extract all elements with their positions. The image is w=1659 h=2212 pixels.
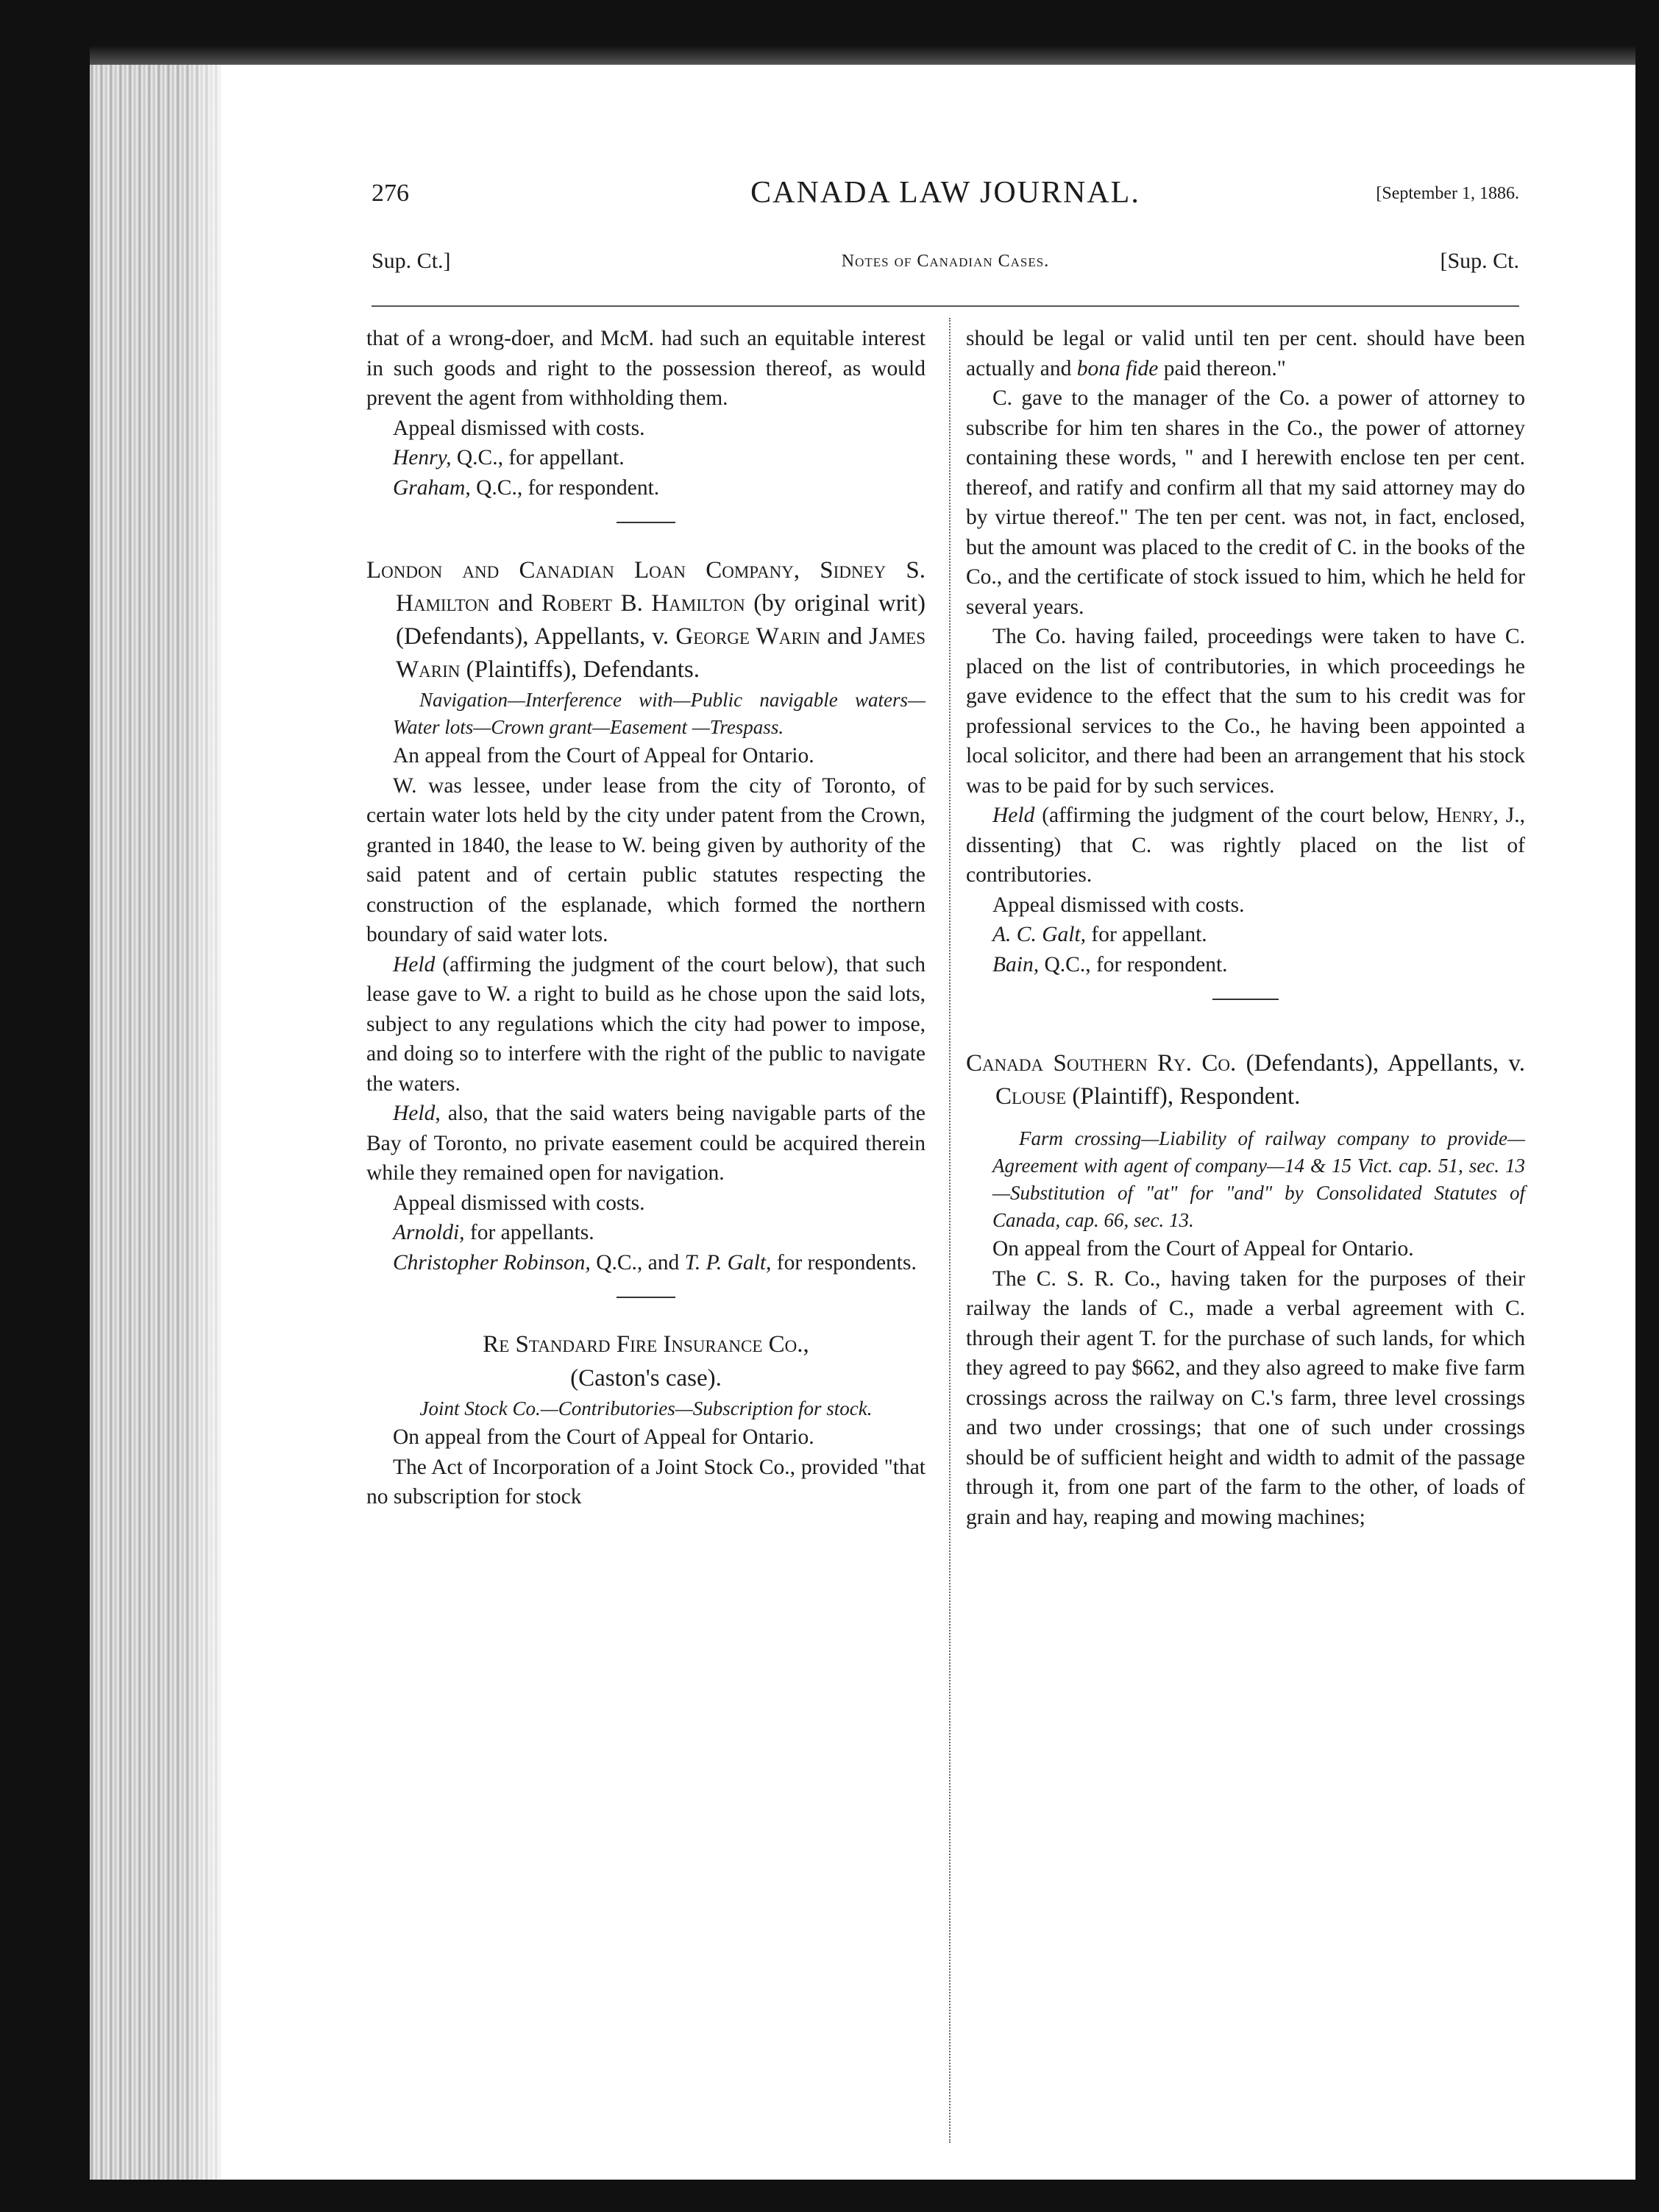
disposition: Appeal dismissed with costs. [992, 893, 1245, 917]
holding-text: , J., dissenting) that C. was rightly placed on the list of contributories. [966, 804, 1526, 887]
counsel-line [966, 950, 1525, 980]
section-header [372, 249, 1519, 281]
continued-paragraph: that of a wrong-doer, and McM. had such an equitable interest in such goods and right to the possession thereof, as would prevent the agent from withholding them. [366, 327, 926, 410]
case-separator [366, 1277, 926, 1317]
title-text: (Plaintiffs), Defendants. [460, 656, 700, 683]
paragraph-text: paid thereon." [1158, 356, 1286, 380]
counsel-role: for respondents. [771, 1250, 917, 1275]
counsel-role: Q.C., for respondent. [476, 475, 660, 500]
court-label-left: Sup. Ct.] [372, 249, 451, 273]
counsel-line [366, 1248, 926, 1278]
counsel-line [366, 1218, 926, 1248]
continued-paragraph [966, 324, 1525, 383]
counsel-name: T. P. Galt, [684, 1250, 772, 1275]
column-divider [949, 318, 951, 2143]
paragraph: C. gave to the manager of the Co. a power of attorney to subscribe for him ten shares in the Co., the power of attorney containing these words, " and I herewith enclose ten per cent. thereof, and ratify and confirm all that my said attorney may do by virtue thereof." The ten per cent. was not, in fact, enclosed, but the amount was placed to the credit of C. in the books of the Co., and the certificate of stock issued to him, which he held for several years. [966, 386, 1525, 619]
disposition: Appeal dismissed with costs. [393, 416, 645, 440]
title-text: (Plaintiff), Respondent. [1066, 1083, 1301, 1110]
party-name: London and Canadian Loan Company, [366, 557, 800, 584]
left-column [366, 324, 926, 1512]
scan-border-top [90, 0, 1659, 65]
held-label: Held [992, 804, 1035, 827]
counsel-role: for appellant. [1086, 923, 1207, 946]
headnote: Farm crossing—Liability of railway company to provide—Agreement with agent of company—14 & 15 Vict. cap. 51, sec. 13—Substitution of "at" for "and" by Consolidated Statutes of Canada, cap. 66, sec. 13. [992, 1127, 1525, 1231]
title-text: (Defendants), Appellants, v. [1236, 1050, 1525, 1077]
judge-name: Henry [1436, 804, 1493, 827]
title-text: and [820, 623, 870, 650]
counsel-line [966, 920, 1525, 950]
paragraph: The C. S. R. Co., having taken for the purposes of their railway the lands of C., made a verbal agreement with C. through their agent T. for the purchase of such lands, for which they agreed to pay $662, and they also agreed to make five farm crossings across the railway on C.'s farm, three level crossings and two under crossings; that one of such under crossings should be of sufficient height and width to admit of the passage through it, from one part of the farm to the other, of loads of grain and hay, reaping and mowing machines; [966, 1266, 1525, 1529]
party-name: Sidney S. Hamilton [396, 557, 926, 617]
running-header [372, 175, 1519, 219]
paragraph: The Co. having failed, proceedings were taken to have C. placed on the list of contributories, in which proceedings he gave evidence to the effect that the sum to his credit was for professional services to the Co., he having been appointed a local solicitor, and there had been an arrangement that his stock was to be paid for by such services. [966, 625, 1525, 798]
counsel-line [366, 443, 926, 473]
header-rule [372, 305, 1519, 307]
counsel-role: for appellants. [464, 1221, 594, 1244]
paragraph: The Act of Incorporation of a Joint Stock Co., provided "that no subscription for stock [366, 1455, 926, 1509]
scan-border-bottom [90, 2180, 1659, 2212]
holding-text: , also, that the said waters being navigable parts of the Bay of Toronto, no private easement could be acquired therein while they remained open for navigation. [366, 1102, 926, 1185]
latin-phrase: bona fide [1076, 356, 1159, 380]
party-name: James Warin [396, 623, 926, 683]
case-title [366, 554, 926, 687]
party-name: Canada Southern Ry. Co. [966, 1050, 1237, 1077]
held-label: Held [393, 1102, 436, 1125]
holding [966, 801, 1525, 890]
headnote: Navigation—Interference with—Public navigable waters—Water lots—Crown grant—Easement —Trespass. [393, 689, 926, 738]
paragraph: An appeal from the Court of Appeal for Ontario. [393, 744, 814, 768]
scan-border-left [0, 0, 90, 2212]
court-label-right: [Sup. Ct. [1440, 249, 1519, 273]
title-text: and [489, 590, 542, 617]
counsel-name: A. C. Galt, [992, 923, 1087, 946]
party-name: Re Standard Fire Insurance Co., [483, 1331, 809, 1358]
paragraph-text: should be legal or valid until ten per cent. should have been actually and [966, 327, 1525, 380]
holding-text: (affirming the judgment of the court below), that such lease gave to W. a right to build as he chose upon the said lots, subject to any regulations which the city had power to impose, and doing so to interfere with the right of the public to navigate the waters. [366, 952, 926, 1096]
counsel-name: Arnoldi, [393, 1221, 465, 1244]
scan-border-right [1635, 0, 1659, 2212]
disposition: Appeal dismissed with costs. [393, 1191, 645, 1215]
counsel-role: Q.C., for respondent. [1039, 952, 1228, 976]
holding [366, 1099, 926, 1188]
party-name: George Warin [675, 623, 820, 650]
page-number: 276 [372, 180, 409, 207]
counsel-line [366, 473, 926, 503]
case-subtitle: (Caston's case). [570, 1365, 722, 1392]
paragraph: On appeal from the Court of Appeal for Ontario. [992, 1237, 1414, 1261]
case-separator [966, 979, 1525, 1031]
holding [366, 950, 926, 1099]
paragraph: On appeal from the Court of Appeal for Ontario. [393, 1425, 814, 1449]
party-name: Clouse [995, 1083, 1067, 1110]
case-title [366, 1327, 926, 1361]
journal-title: CANADA LAW JOURNAL. [750, 176, 1140, 210]
case-title [966, 1047, 1525, 1113]
paragraph: W. was lessee, under lease from the city of Toronto, of certain water lots held by the city under patent from the Crown, granted in 1840, the lease to W. being given by authority of the said patent and of certain public statutes respecting the construction of the esplanade, which formed the northern boundary of said water lots. [366, 773, 926, 946]
party-name: Robert B. Hamilton [541, 590, 745, 617]
counsel-name: Bain, [992, 952, 1040, 976]
counsel-name: Christopher Robinson, [393, 1250, 591, 1275]
issue-date: [September 1, 1886. [1376, 184, 1519, 203]
holding-text: (affirming the judgment of the court below, [1034, 804, 1437, 827]
gutter-fade [184, 65, 235, 2180]
counsel-name: Henry, [393, 446, 452, 469]
counsel-role: Q.C., for appellant. [456, 446, 625, 469]
right-column [966, 324, 1525, 1532]
title-text: (by original writ) (Defendants), Appellants, v. [396, 590, 926, 650]
counsel-role: Q.C., and [590, 1250, 685, 1275]
held-label: Held [393, 952, 436, 976]
counsel-name: Graham, [393, 475, 471, 500]
case-separator [366, 503, 926, 542]
section-title: Notes of Canadian Cases. [841, 252, 1050, 271]
headnote: Joint Stock Co.—Contributories—Subscription for stock. [419, 1397, 873, 1419]
